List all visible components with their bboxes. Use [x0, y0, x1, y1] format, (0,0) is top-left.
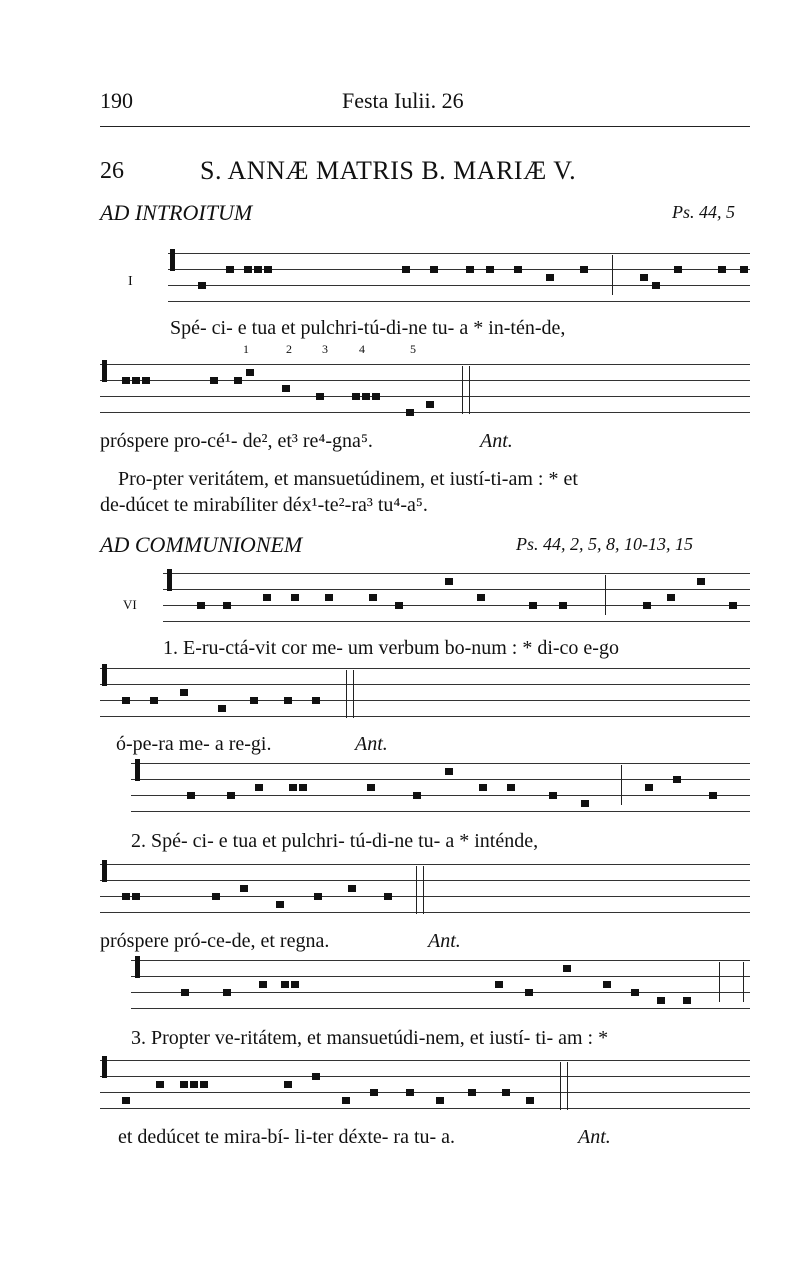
communion-psalm-ref: Ps. 44, 2, 5, 8, 10-13, 15 — [516, 534, 693, 554]
verse-number-1: 1 — [243, 342, 249, 356]
page-number: 190 — [100, 88, 133, 113]
communion-heading: AD COMMUNIONEM — [100, 532, 303, 557]
communion-v2-ant: Ant. — [428, 930, 461, 952]
introit-staff-1 — [168, 245, 750, 309]
introit-mode: I — [128, 274, 133, 289]
introit-staff-2 — [100, 356, 750, 420]
verse-number-3: 3 — [322, 342, 328, 356]
communion-v3-ant: Ant. — [578, 1126, 611, 1148]
communion-v1-line-2: ó-pe-ra me- a re-gi. — [116, 733, 272, 755]
header-rule — [100, 126, 750, 127]
communion-staff-5 — [131, 952, 750, 1016]
introit-verse-line-1: Pro-pter veritátem, et mansuetúdinem, et iustí-ti-am : * et — [118, 468, 578, 490]
introit-ant-label: Ant. — [480, 430, 513, 452]
communion-staff-6 — [100, 1052, 750, 1116]
verse-number-2: 2 — [286, 342, 292, 356]
introit-verse-line-2: de-dúcet te mirabíliter déx¹-te²-ra³ tu⁴-a⁵. — [100, 494, 428, 516]
introit-lyrics-2: próspere pro-cé¹- de², et³ re⁴-gna⁵. — [100, 430, 373, 452]
verse-number-5: 5 — [410, 342, 416, 356]
communion-v3-line-2: et dedúcet te mira-bí- li-ter déxte- ra tu- a. — [118, 1126, 456, 1148]
communion-v2-line-2: próspere pró-ce-de, et regna. — [100, 930, 330, 952]
communion-staff-2 — [100, 660, 750, 724]
communion-v3-line-1: 3. Propter ve-ritátem, et mansuetúdi-nem, et iustí- ti- am : * — [131, 1027, 609, 1049]
introit-psalm-ref: Ps. 44, 5 — [672, 202, 735, 222]
feast-title: S. ANNÆ MATRIS B. MARIÆ V. — [200, 156, 577, 185]
running-title: Festa Iulii. 26 — [342, 88, 464, 113]
communion-v1-line-1: 1. E-ru-ctá-vit cor me- um verbum bo-num : * di-co e-go — [163, 637, 619, 659]
communion-staff-4 — [100, 856, 750, 920]
introit-heading: AD INTROITUM — [100, 200, 253, 225]
feast-number: 26 — [100, 158, 124, 184]
introit-lyrics-1: Spé- ci- e tua et pulchri-tú-di-ne tu- a * in-tén-de, — [170, 317, 566, 339]
communion-mode: VI — [123, 597, 137, 612]
communion-staff-3 — [131, 755, 750, 819]
communion-v2-line-1: 2. Spé- ci- e tua et pulchri- tú-di-ne tu- a * inténde, — [131, 830, 539, 852]
communion-staff-1 — [163, 565, 750, 629]
communion-v1-ant: Ant. — [355, 733, 388, 755]
verse-number-4: 4 — [359, 342, 365, 356]
